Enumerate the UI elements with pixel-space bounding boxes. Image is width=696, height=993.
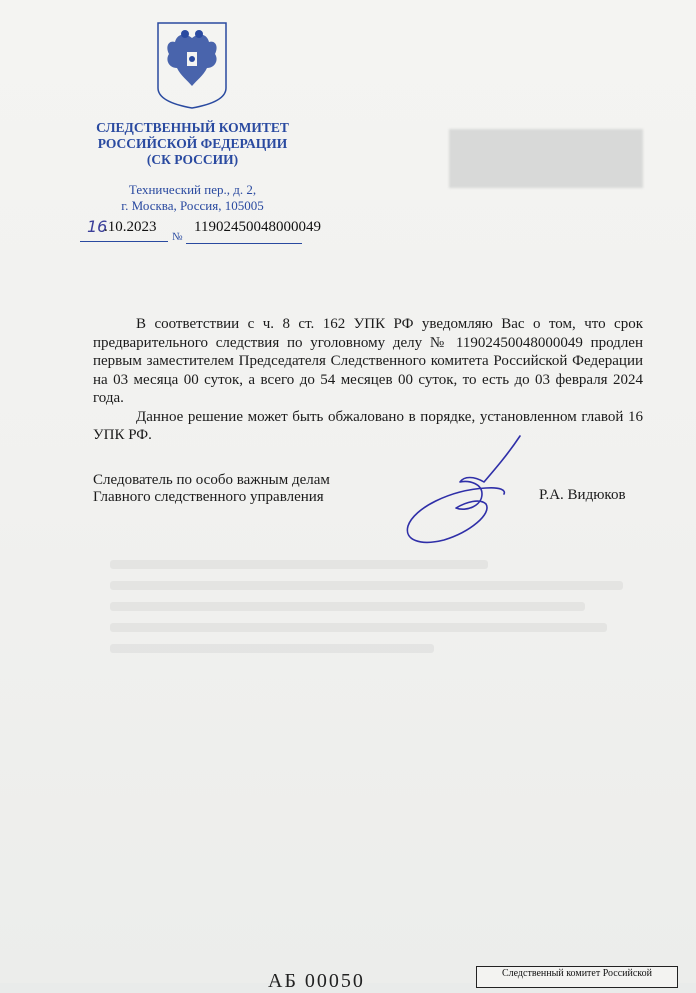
date-day-handwritten: 16	[87, 217, 108, 236]
org-name-line2: РОССИЙСКОЙ ФЕДЕРАЦИИ	[97, 136, 288, 151]
signer-role-line1: Следователь по особо важным делам	[93, 472, 330, 488]
org-name-abbrev: (СК РОССИИ)	[146, 152, 239, 167]
number-underline	[186, 243, 302, 244]
handwritten-signature	[400, 432, 525, 550]
address-line2: г. Москва, Россия, 105005	[121, 198, 264, 213]
org-name-line1: СЛЕДСТВЕННЫЙ КОМИТЕТ	[96, 120, 289, 135]
signer-role	[93, 472, 330, 506]
outgoing-number: 11902450048000049	[194, 219, 321, 235]
date-month-year: .10.2023	[104, 219, 157, 235]
stamp-box: Следственный комитет Российской	[476, 966, 678, 988]
form-serial-code: АБ 00050	[268, 970, 365, 992]
body-paragraph-1: В соответствии с ч. 8 ст. 162 УПК РФ уведомляю Вас о том, что срок предварительного следствия по уголовному делу № 11902450048000049 продлен первым заместителем Председателя Следственного комитета Российской Федерации на 03 месяца 00 суток, а всего до 54 месяцев 00 суток, то есть до 03 февраля 2024 года.	[93, 316, 643, 406]
address-line1: Технический пер., д. 2,	[128, 182, 257, 197]
signer-name: Р.А. Видюков	[539, 487, 626, 503]
letter-body	[93, 315, 643, 445]
date-underline	[80, 241, 168, 242]
redacted-recipient-block	[449, 129, 643, 188]
signer-role-line2: Главного следственного управления	[93, 489, 324, 505]
body-paragraph-2: Данное решение может быть обжаловано в порядке, установленном главой 16 УПК РФ.	[93, 408, 643, 443]
bleed-through-text	[110, 560, 650, 700]
coat-of-arms-emblem	[155, 20, 229, 110]
number-sign: №	[172, 231, 183, 243]
